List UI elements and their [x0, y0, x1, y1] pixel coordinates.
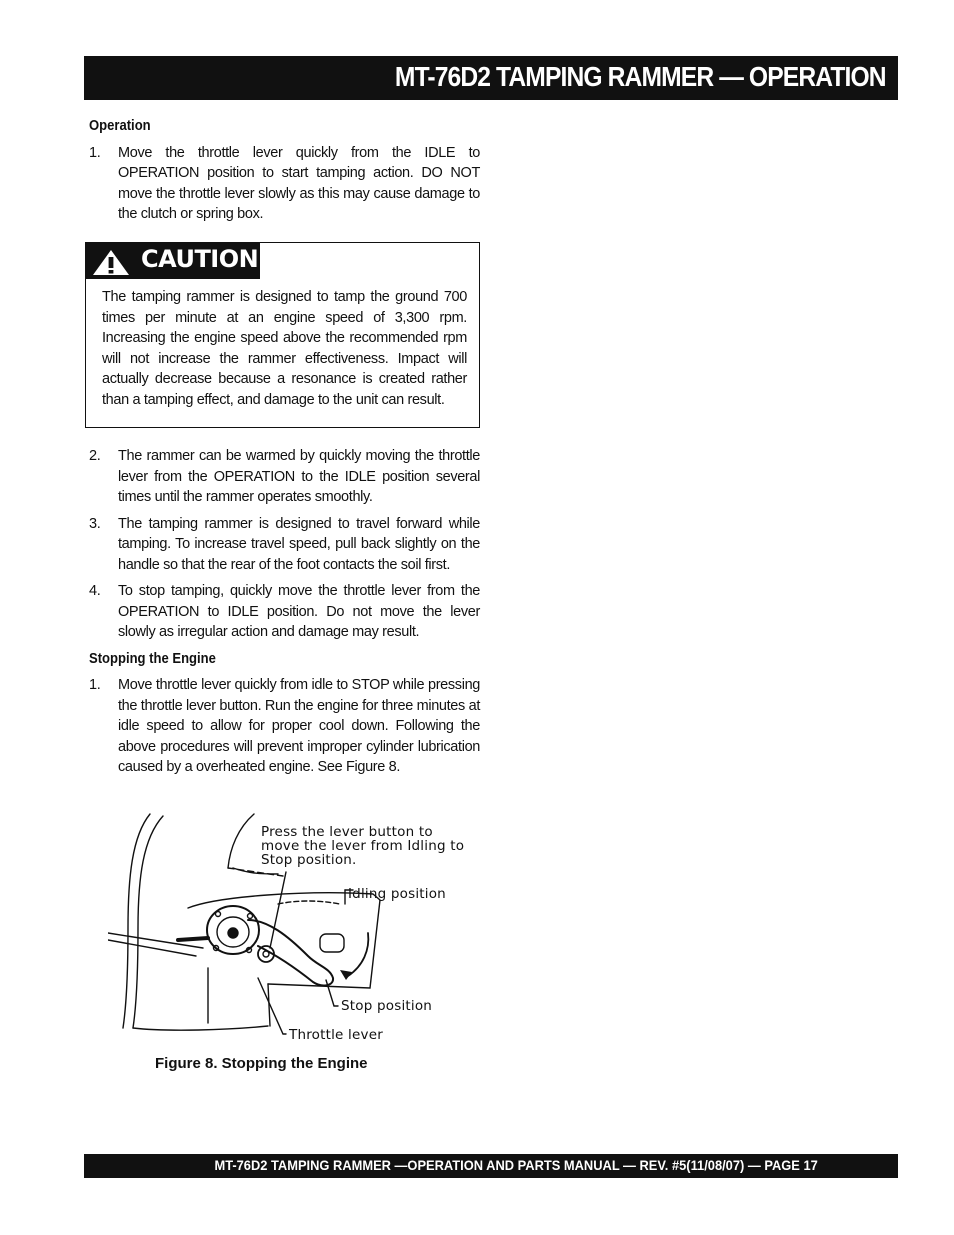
caution-box — [85, 242, 480, 428]
press-button-label-line1: Press the lever button to — [261, 824, 433, 840]
operation-heading: Operation — [89, 118, 151, 134]
figure-stopping-engine — [108, 808, 465, 1048]
caution-text: The tamping rammer is designed to tamp the ground 700 times per minute at an engine speed of 3,300 rpm. Increasing the engine speed above the recommended rpm will not increase the rammer effectiveness. Impact will actually decrease because a resonance is created rather than a tamping effect, and damage to the unit can result. — [102, 289, 467, 408]
stopping-heading: Stopping the Engine — [89, 650, 216, 667]
list-item — [89, 675, 480, 778]
step-text: The tamping rammer is designed to travel forward while tamping. To increase travel speed, pull back slightly on the handle so that the rear of the foot contacts the soil first. — [118, 515, 480, 573]
step-number: 3. — [89, 515, 101, 532]
press-button-label-line2: move the lever from Idling to — [261, 838, 465, 854]
step-number: 1. — [89, 144, 101, 161]
operation-continued — [89, 446, 480, 778]
step-text: The rammer can be warmed by quickly moving the throttle lever from the OPERATION to the IDLE position several times until the rammer operates smoothly. — [118, 448, 480, 505]
list-item — [89, 446, 480, 508]
page-title: MT-76D2 TAMPING RAMMER — OPERATION — [395, 61, 886, 92]
throttle-lever-label: Throttle lever — [289, 1027, 383, 1043]
figure-caption: Figure 8. Stopping the Engine — [155, 1055, 368, 1072]
step-number: 4. — [89, 583, 101, 599]
operation-section — [89, 116, 480, 225]
footer-text: MT-76D2 TAMPING RAMMER —OPERATION AND PARTS MANUAL — REV. #5(11/08/07) — PAGE 17 — [214, 1157, 818, 1173]
page-footer — [84, 1154, 898, 1178]
stop-position-label: Stop position — [341, 998, 433, 1014]
step-text: Move the throttle lever quickly from the IDLE to OPERATION position to start tamping action. DO NOT move the throttle lever slowly as this may cause damage to the clutch or spring box. — [118, 144, 480, 222]
step-text: To stop tamping, quickly move the throttle lever from the OPERATION to IDLE position. Do not move the lever slowly as irregular action and damage may result. — [118, 583, 480, 640]
idling-position-label: Idling position — [348, 886, 446, 902]
warning-triangle-icon — [91, 248, 131, 276]
caution-tag — [86, 243, 260, 279]
step-text: Move throttle lever quickly from idle to STOP while pressing the throttle lever button. Run the engine for three minutes at idle speed to allow for proper cool down. Following the above procedures will prevent improper cylinder lubrication caused by a overheated engine. See Figure 8. — [118, 677, 480, 775]
list-item — [89, 514, 480, 576]
list-item — [89, 143, 480, 225]
caution-label: CAUTION — [141, 245, 259, 273]
press-button-label-line3: Stop position. — [261, 852, 357, 868]
list-item — [89, 581, 480, 643]
step-number: 1. — [89, 677, 101, 693]
step-number: 2. — [89, 448, 101, 464]
page-header — [84, 56, 898, 100]
